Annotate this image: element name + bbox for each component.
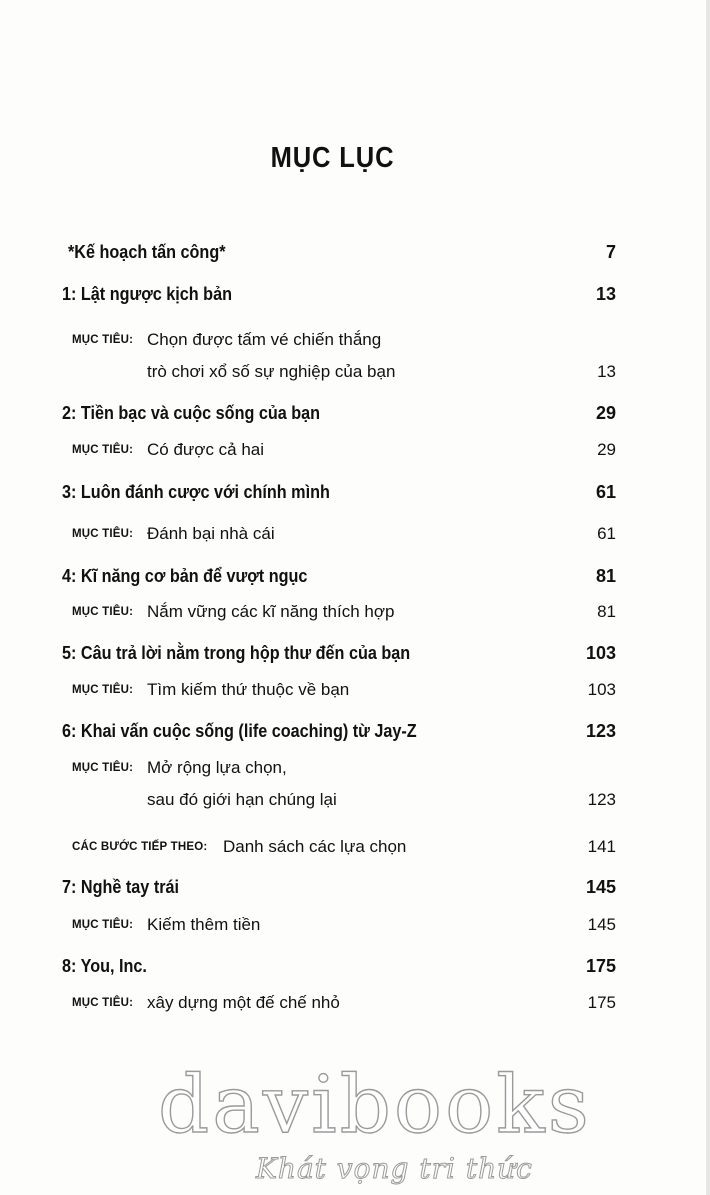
toc-objective-cont[interactable] [68,787,616,813]
toc-entry-label: 2: Tiền bạc và cuộc sống của bạn [62,403,321,423]
objective-text: Mở rộng lựa chọn, [147,758,287,777]
objective-text: Tìm kiếm thứ thuộc về bạn [147,680,350,699]
toc-entry-page: 13 [597,362,616,381]
toc-chapter[interactable] [62,874,616,900]
toc-objective-cont[interactable] [68,359,616,385]
toc-entry-page: 103 [585,643,616,663]
objective-text: Chọn được tấm vé chiến thắng [147,330,382,349]
toc-objective[interactable] [68,912,616,938]
toc-chapter[interactable] [62,281,616,307]
next-steps-label: CÁC BƯỚC TIẾP THEO: [72,841,208,853]
toc-entry-label: 7: Nghề tay trái [62,877,180,897]
toc-chapter[interactable] [62,563,616,589]
toc-entry-page: 123 [587,790,616,809]
toc-entry-page: 175 [585,956,616,976]
toc-entry-page: 29 [595,403,616,423]
watermark-brand: davibooks [158,1058,592,1151]
objective-text: Đánh bại nhà cái [147,524,275,543]
objective-text: sau đó giới hạn chúng lại [147,790,337,809]
toc-objective[interactable] [68,437,616,463]
objective-label: MỤC TIÊU: [72,919,134,931]
objective-label: MỤC TIÊU: [72,684,134,696]
toc-intro[interactable] [68,239,616,265]
objective-text: Kiếm thêm tiền [147,915,261,934]
objective-label: MỤC TIÊU: [72,606,134,618]
objective-text: trò chơi xổ số sự nghiệp của bạn [147,362,396,381]
toc-chapter[interactable] [62,718,616,744]
toc-entry-page: 13 [595,284,616,304]
toc-entry-label: 3: Luôn đánh cược với chính mình [62,482,330,502]
toc-objective[interactable] [68,990,616,1016]
objective-label: MỤC TIÊU: [72,334,134,346]
toc-entry-page: 123 [585,721,616,741]
toc-objective[interactable] [68,599,616,625]
objective-label: MỤC TIÊU: [72,444,134,456]
toc-objective[interactable] [68,677,616,703]
watermark-tagline: Khát vọng tri thức [256,1152,533,1185]
toc-entry-label: 6: Khai vấn cuộc sống (life coaching) từ Jay-Z [62,721,417,741]
toc-entry-page: 103 [587,680,616,699]
toc-objective[interactable] [68,755,616,781]
toc-chapter[interactable] [62,953,616,979]
toc-entry-label: 1: Lật ngược kịch bản [62,284,232,304]
toc-entry-page: 81 [597,602,616,621]
objective-text: Nắm vững các kĩ năng thích hợp [147,602,395,621]
toc-entry-page: 145 [585,877,616,897]
objective-label: MỤC TIÊU: [72,997,134,1009]
toc-entry-label: 5: Câu trả lời nằm trong hộp thư đến của bạn [62,643,411,663]
objective-text: Có được cả hai [147,440,265,459]
toc-objective[interactable] [68,327,616,353]
toc-entry-page: 141 [587,837,616,856]
toc-entry-page: 175 [587,993,616,1012]
objective-text: xây dựng một đế chế nhỏ [147,993,340,1012]
toc-entry-label: 4: Kĩ năng cơ bản để vượt ngục [62,566,308,586]
objective-label: MỤC TIÊU: [72,762,134,774]
toc-entry-page: 61 [597,524,616,543]
toc-chapter[interactable] [62,400,616,426]
objective-label: MỤC TIÊU: [72,528,134,540]
toc-chapter[interactable] [62,479,616,505]
toc-entry-page: 61 [595,482,616,502]
toc-next-steps[interactable] [68,834,616,860]
toc-chapter[interactable] [62,640,616,666]
toc-entry-label: *Kế hoạch tấn công* [68,242,226,262]
page-title: MỤC LỤC [270,142,395,174]
page-edge [706,0,710,1195]
toc-entry-page: 7 [605,242,616,262]
toc-entry-label: 8: You, Inc. [62,956,147,976]
toc-entry-page: 81 [595,566,616,586]
toc-objective[interactable] [68,521,616,547]
toc-entry-page: 145 [587,915,616,934]
next-steps-text: Danh sách các lựa chọn [223,837,407,856]
toc-entry-page: 29 [597,440,616,459]
